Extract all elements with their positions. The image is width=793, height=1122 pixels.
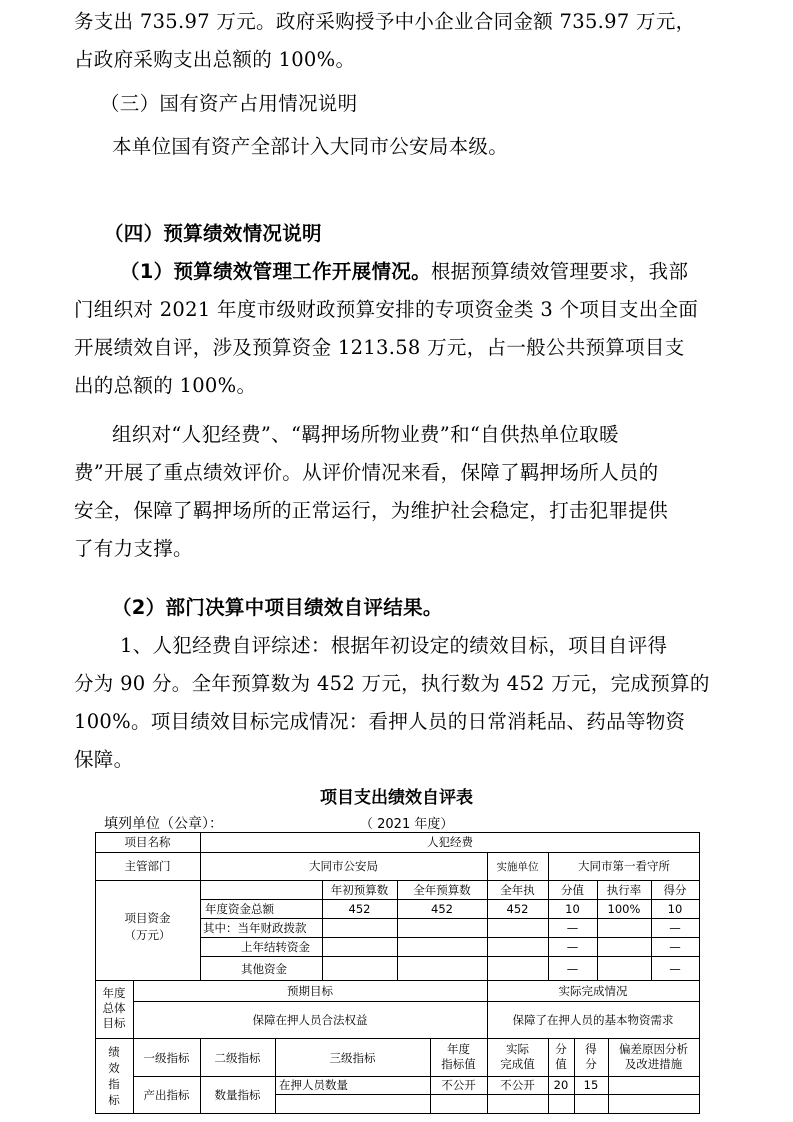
project-name-label: 项目名称 xyxy=(124,835,171,849)
fill-unit-label: 填列单位（公章）： xyxy=(104,816,223,832)
value-header-line1: 分 xyxy=(555,1042,567,1056)
total-rate: 100% xyxy=(607,902,641,916)
annual-value-header-line2: 指标值 xyxy=(441,1057,476,1071)
paragraph-line: 本单位国有资产全部计入大同市公安局本级。 xyxy=(112,135,509,158)
output-indicator: 产出指标 xyxy=(143,1088,190,1102)
paragraph-line: 分为 90 分。全年预算数为 452 万元，执行数为 452 万元，完成预算的 xyxy=(74,672,710,695)
dash-mark: — xyxy=(669,921,681,935)
deviation-header-line1: 偏差原因分析 xyxy=(619,1042,688,1056)
row-total-label: 年度资金总额 xyxy=(205,902,274,916)
dept-label: 主管部门 xyxy=(124,859,171,873)
actual-status-text: 保障了在押人员的基本物资需求 xyxy=(512,1013,674,1027)
total-score: 10 xyxy=(667,902,683,916)
col-initial-budget: 年初预算数 xyxy=(330,883,389,897)
total-value: 10 xyxy=(565,902,580,916)
col-score-value: 分值 xyxy=(561,883,584,897)
performance-table xyxy=(95,832,700,1114)
perf-label-line2: 效 xyxy=(108,1061,120,1075)
actual-value-header-line1: 实际 xyxy=(506,1042,529,1056)
annual-value-header-line1: 年度 xyxy=(447,1042,470,1056)
paragraph-line: 门组织对 2021 年度市级财政预算安排的专项资金类 3 个项目支出全面 xyxy=(74,298,699,321)
expected-goal-text: 保障在押人员合法权益 xyxy=(252,1013,368,1027)
dash-mark: — xyxy=(669,962,681,976)
value-header-line2: 值 xyxy=(555,1057,567,1071)
total-initial: 452 xyxy=(348,902,371,916)
detainee-count: 在押人员数量 xyxy=(279,1078,348,1092)
paragraph-line: 务支出 735.97 万元。政府采购授予中小企业合同金额 735.97 万元， xyxy=(74,10,696,33)
dash-mark: — xyxy=(566,940,579,954)
funds-label-line2: （万元） xyxy=(124,928,171,942)
level1-header: 一级指标 xyxy=(143,1051,190,1065)
total-full: 452 xyxy=(431,902,453,916)
table-title: 项目支出绩效自评表 xyxy=(320,788,473,808)
paragraph-line: 占政府采购支出总额的 100%。 xyxy=(74,48,356,71)
subheading-2: （2）部门决算中项目绩效自评结果。 xyxy=(112,596,443,619)
paragraph-line: 100%。项目绩效目标完成情况：看押人员的日常消耗品、药品等物资 xyxy=(74,710,686,733)
paragraph-text: 根据预算绩效管理要求，我部 xyxy=(430,260,689,283)
score-header-line2: 分 xyxy=(585,1057,597,1071)
goal-label-line2: 总体 xyxy=(102,1001,126,1015)
annual-value: 不公开 xyxy=(441,1078,476,1092)
row-current-label: 其中：当年财政拨款 xyxy=(203,921,307,935)
dash-mark: — xyxy=(566,962,579,976)
goal-label-line3: 目标 xyxy=(102,1016,126,1030)
section-heading-4: （四）预算绩效情况说明 xyxy=(104,222,322,245)
indicator-value: 20 xyxy=(553,1078,569,1092)
actual-status-header: 实际完成情况 xyxy=(558,984,628,998)
funds-label-line1: 项目资金 xyxy=(124,911,171,925)
impl-value: 大同市第一看守所 xyxy=(578,859,670,873)
paragraph-line: 出的总额的 100%。 xyxy=(74,374,257,397)
row-other-label: 其他资金 xyxy=(241,962,287,976)
level3-header: 三级指标 xyxy=(329,1051,376,1065)
col-execution: 全年执 xyxy=(500,883,535,897)
paragraph-line: 组织对“人犯经费”、“羁押场所物业费”和“自供热单位取暖 xyxy=(112,423,619,446)
impl-label: 实施单位 xyxy=(496,861,539,873)
row-last-label: 上年结转资金 xyxy=(241,940,310,954)
dash-mark: — xyxy=(669,940,681,954)
actual-value-header-line2: 完成值 xyxy=(500,1057,535,1071)
dept-value: 大同市公安局 xyxy=(309,859,378,873)
col-full-budget: 全年预算数 xyxy=(413,883,471,897)
perf-label-line4: 标 xyxy=(108,1093,120,1107)
indicator-score: 15 xyxy=(583,1078,599,1092)
goal-label-line1: 年度 xyxy=(102,986,126,1000)
subheading-1: （1）预算绩效管理工作开展情况。 xyxy=(120,260,431,283)
dash-mark: — xyxy=(566,921,579,935)
paragraph-line: 开展绩效自评，涉及预算资金 1213.58 万元，占一般公共预算项目支 xyxy=(74,336,685,359)
paragraph-line: 保障。 xyxy=(74,748,134,771)
score-header-line1: 得 xyxy=(585,1042,597,1056)
paragraph-line: 了有力支撑。 xyxy=(74,537,193,560)
actual-value: 不公开 xyxy=(500,1078,535,1092)
section-heading-3: （三）国有资产占用情况说明 xyxy=(100,92,358,115)
level2-header: 二级指标 xyxy=(214,1051,261,1065)
col-score: 得分 xyxy=(663,883,687,897)
paragraph-line: 1、人犯经费自评综述：根据年初设定的绩效目标，项目自评得 xyxy=(120,634,668,657)
paragraph-line: 费”开展了重点绩效评价。从评价情况来看，保障了羁押场所人员的 xyxy=(74,461,659,484)
perf-label-line3: 指 xyxy=(108,1077,120,1091)
paragraph-line: 安全，保障了羁押场所的正常运行，为维护社会稳定，打击犯罪提供 xyxy=(74,499,669,522)
perf-label-line1: 绩 xyxy=(108,1045,120,1059)
deviation-header-line2: 及改进措施 xyxy=(624,1057,683,1071)
quantity-indicator: 数量指标 xyxy=(214,1088,261,1102)
paragraph-line xyxy=(120,253,770,291)
project-name-value: 人犯经费 xyxy=(427,835,473,849)
col-execution-rate: 执行率 xyxy=(606,883,642,897)
expected-goal-header: 预期目标 xyxy=(287,984,333,998)
year-label: （ 2021 年度） xyxy=(360,817,454,832)
total-exec: 452 xyxy=(506,902,529,916)
